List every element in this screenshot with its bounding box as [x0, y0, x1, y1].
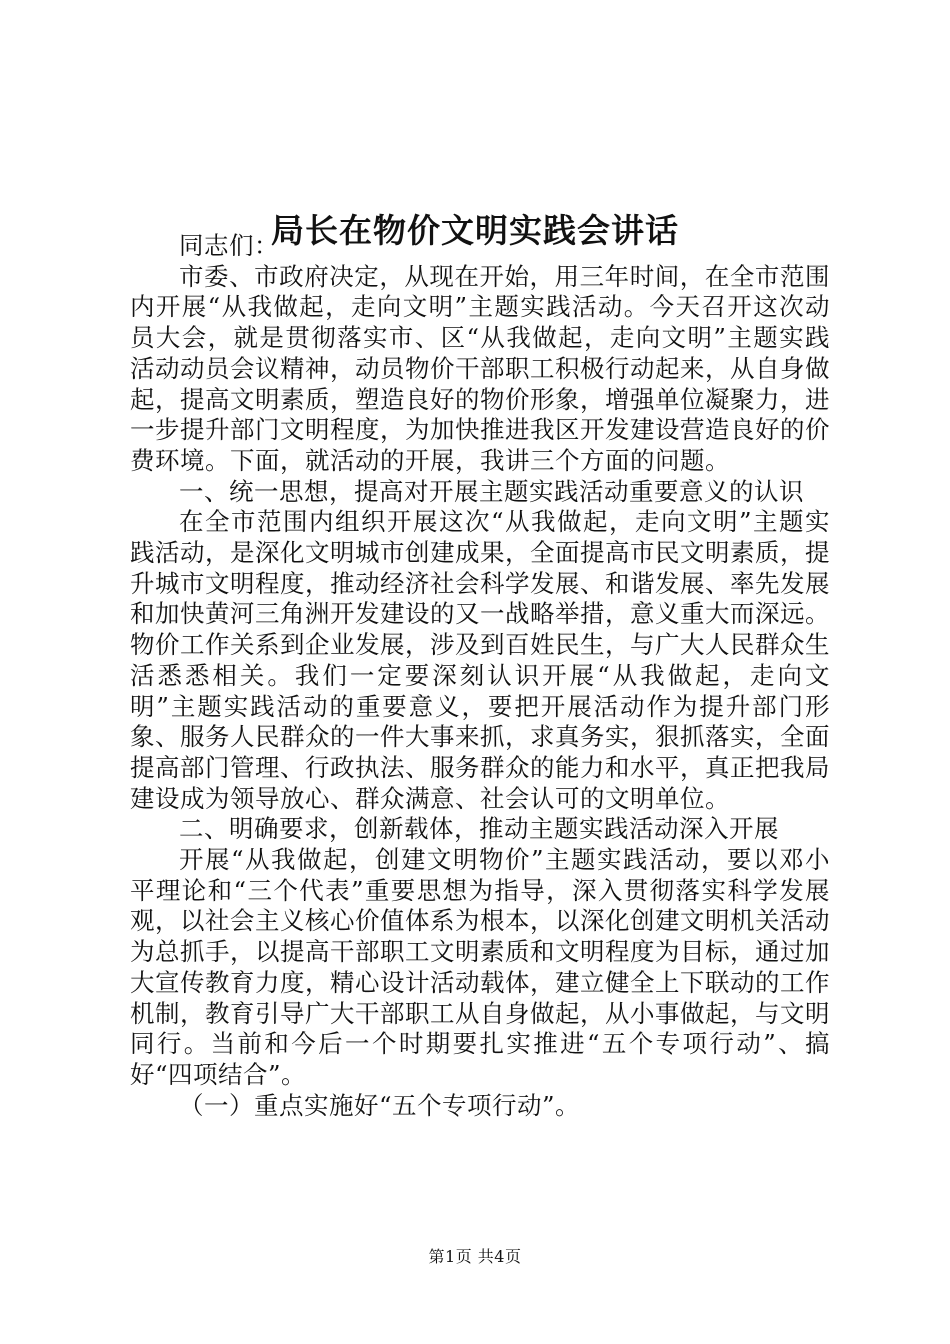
subsection-heading: （一）重点实施好“五个专项行动”。 [179, 1090, 581, 1120]
paragraph: 在全市范围内组织开展这次“从我做起，走向文明”主题实践活动，是深化文明城市创建成果，全面提高市民文明素质，提升城市文明程度，推动经济社会科学发展、和谐发展、率先发展和加快黄河三角洲开发建设的又一战略举措，意义重大而深远。物价工作关系到企业发展，涉及到百姓民生，与广大人民群众生活悉悉相关。我们一定要深刻认识开展“从我做起，走向文明”主题实践活动的重要意义，要把开展活动作为提升部门形象、服务人民群众的一件大事来抓，求真务实，狠抓落实，全面提高部门管理、行政执法、服务群众的能力和水平，真正把我局建设成为领导放心、群众满意、社会认可的文明单位。 [130, 507, 830, 813]
section-heading: 一、统一思想，提高对开展主题实践活动重要意义的认识 [179, 476, 804, 506]
page-title: 局长在物价文明实践会讲话 [271, 211, 679, 251]
page-footer: 第1页 共4页 [428, 1247, 522, 1266]
salutation: 同志们： [179, 231, 279, 260]
paragraph: 市委、市政府决定，从现在开始，用三年时间，在全市范围内开展“从我做起，走向文明”主题实践活动。今天召开这次动员大会，就是贯彻落实市、区“从我做起，走向文明”主题实践活动动员会议精神，动员物价干部职工积极行动起来，从自身做起，提高文明素质，塑造良好的物价形象，增强单位凝聚力，进一步提升部门文明程度，为加快推进我区开发建设营造良好的价费环境。下面，就活动的开展，我讲三个方面的问题。 [130, 261, 830, 475]
paragraph: 开展“从我做起，创建文明物价”主题实践活动，要以邓小平理论和“三个代表”重要思想为指导，深入贯彻落实科学发展观，以社会主义核心价值体系为根本，以深化创建文明机关活动为总抓手，以提高干部职工文明素质和文明程度为目标，通过加大宣传教育力度，精心设计活动载体，建立健全上下联动的工作机制，教育引导广大干部职工从自身做起，从小事做起，与文明同行。当前和今后一个时期要扎实推进“五个专项行动”、搞好“四项结合”。 [130, 845, 830, 1089]
section-heading: 二、明确要求，创新载体，推动主题实践活动深入开展 [179, 814, 779, 844]
document-body [130, 231, 830, 1121]
